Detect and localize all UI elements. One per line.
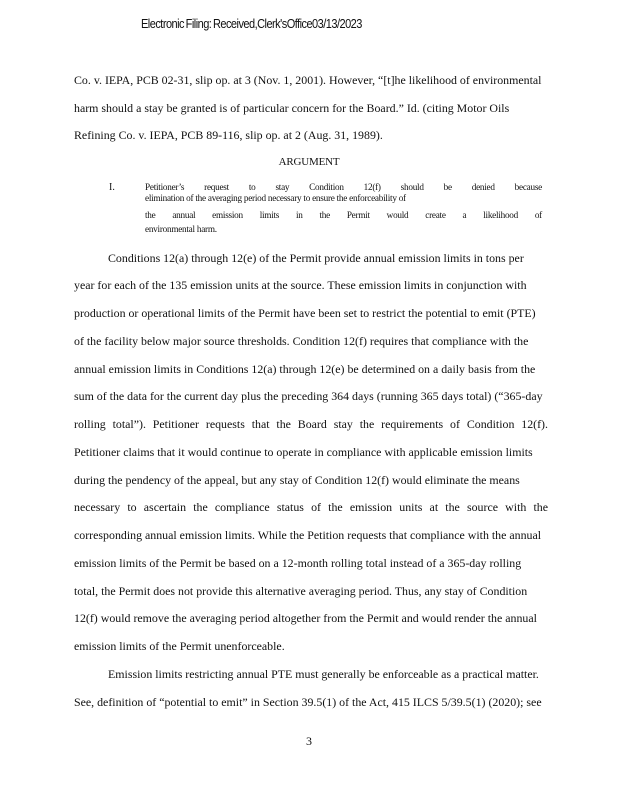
paragraph-line: during the pendency of the appeal, but any stay of Condition 12(f) would eliminate the means [74, 473, 520, 487]
paragraph-line: production or operational limits of the Permit have been set to restrict the potential to emit (PTE) [74, 306, 536, 320]
paragraph-line: of the facility below major source thresholds. Condition 12(f) requires that compliance with the [74, 334, 529, 348]
paragraph-line: year for each of the 135 emission units at the source. These emission limits in conjunction with [74, 278, 527, 292]
intro-line: harm should a stay be granted is of particular concern for the Board.” Id. (citing Motor Oils [74, 101, 510, 115]
page-number: 3 [306, 734, 312, 748]
point-heading-line: environmental harm. [145, 224, 217, 234]
intro-line: Refining Co. v. IEPA, PCB 89-116, slip op. at 2 (Aug. 31, 1989). [74, 128, 383, 142]
paragraph-line: emission limits of the Permit be based on a 12-month rolling total instead of a 365-day rolling [74, 556, 522, 570]
point-heading-line: elimination of the averaging period necessary to ensure the enforceability of [145, 193, 406, 203]
point-heading-line: the annual emission limits in the Permit would create a likelihood of [145, 210, 542, 220]
section-heading: ARGUMENT [278, 156, 340, 168]
filing-stamp: Electronic Filing: Received,Clerk'sOffice03/13/2023 [141, 17, 362, 31]
paragraph-line: Petitioner claims that it would continue to operate in compliance with applicable emission limits [74, 445, 533, 459]
paragraph-line: corresponding annual emission limits. While the Petition requests that compliance with the annual [74, 528, 542, 542]
paragraph-line: Conditions 12(a) through 12(e) of the Permit provide annual emission limits in tons per [108, 251, 524, 265]
point-number: I. [109, 182, 115, 193]
paragraph-line: emission limits of the Permit unenforceable. [74, 639, 285, 653]
paragraph-line: sum of the data for the current day plus the preceding 364 days (running 365 days total) (“365-day [74, 389, 543, 403]
paragraph-line: annual emission limits in Conditions 12(a) through 12(e) be determined on a daily basis from the [74, 362, 536, 376]
point-heading-line: Petitioner’s request to stay Condition 12(f) should be denied because [145, 182, 542, 192]
paragraph-line: Emission limits restricting annual PTE must generally be enforceable as a practical matter. [108, 667, 539, 681]
intro-line: Co. v. IEPA, PCB 02-31, slip op. at 3 (Nov. 1, 2001). However, “[t]he likelihood of environmental [74, 73, 542, 87]
paragraph-line: rolling total”). Petitioner requests that the Board stay the requirements of Condition 12(f). [74, 417, 548, 431]
paragraph-line: 12(f) would remove the averaging period altogether from the Permit and would render the annual [74, 611, 537, 625]
paragraph-line: See, definition of “potential to emit” in Section 39.5(1) of the Act, 415 ILCS 5/39.5(1) (2020); see [74, 695, 542, 709]
paragraph-line: total, the Permit does not provide this alternative averaging period. Thus, any stay of Condition [74, 584, 528, 598]
paragraph-line: necessary to ascertain the compliance status of the emission units at the source with the [74, 500, 548, 514]
